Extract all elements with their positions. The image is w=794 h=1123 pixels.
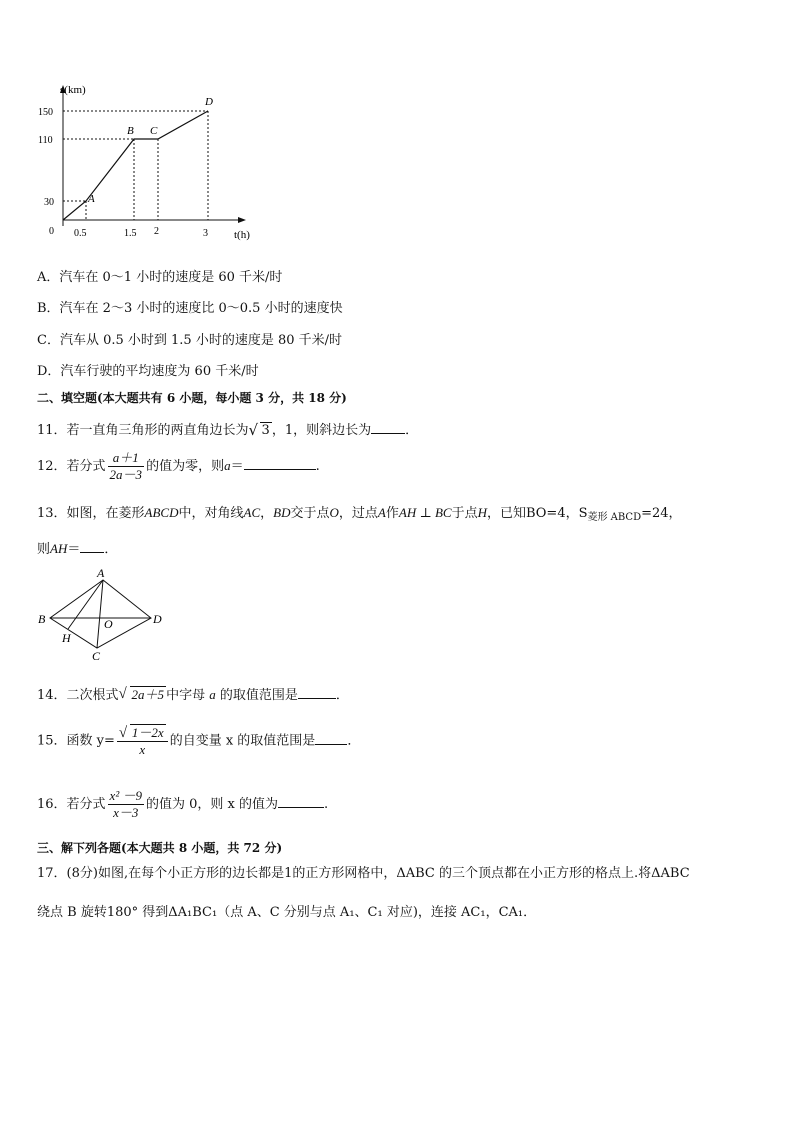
q13-intersect: 交于点 <box>290 506 330 521</box>
q13-comma: ， <box>260 506 274 521</box>
question-15 <box>37 724 360 758</box>
q16-end: . <box>323 797 329 812</box>
question-17-line2: 绕点 B 旋转180° 得到ΔA₁BC₁（点 A、C 分别与点 A₁、C₁ 对应)，连接 AC₁，CA₁． <box>37 905 537 920</box>
q15-prefix: 15．函数 y= <box>37 733 115 749</box>
q14-sqrt: √ 2a＋5 <box>118 686 165 702</box>
q13-area-subscript: 菱形 ABCD <box>587 512 642 523</box>
q16-numerator: x² －9 <box>109 788 142 803</box>
q15-fraction <box>117 724 168 758</box>
q13-foot: 于点 <box>451 506 478 521</box>
q12-var: a <box>224 458 231 473</box>
label-h: H <box>62 631 71 645</box>
q13-through: ，过点 <box>338 506 378 521</box>
section3-heading: 三、解下列各题(本大题共 8 小题，共 72 分) <box>37 841 283 855</box>
q15-radicand: 1－2x <box>131 725 164 740</box>
q16-fraction <box>108 788 144 821</box>
q13-a: A <box>377 505 386 520</box>
q13-prefix: 13．如图，在菱形 <box>37 506 145 521</box>
q12-answer-blank[interactable] <box>244 455 316 470</box>
option-a: A．汽车在 0～1 小时的速度是 60 千米/时 <box>37 270 283 285</box>
q11-sqrt: √ 3 <box>248 421 270 439</box>
y-axis-label: s(km) <box>60 84 86 96</box>
option-b: B．汽车在 2～3 小时的速度比 0～0.5 小时的速度快 <box>37 301 343 316</box>
graph-line <box>63 111 208 220</box>
y-tick-30: 30 <box>44 197 54 208</box>
q14-radicand: 2a＋5 <box>131 687 165 702</box>
q15-denominator: x <box>139 742 146 757</box>
q12-fraction <box>108 450 145 483</box>
label-b: B <box>38 612 46 626</box>
q11-radicand: 3 <box>261 423 270 438</box>
x-tick-05: 0.5 <box>74 228 87 239</box>
q14-suffix: 的取值范围是 <box>219 688 298 703</box>
q15-answer-blank[interactable] <box>315 730 347 745</box>
q13-ah-perp-bc: AH ⊥ BC <box>398 505 452 520</box>
q12-end: . <box>315 459 320 474</box>
point-d-label: D <box>205 96 213 108</box>
q12-eq: ＝ <box>230 459 244 474</box>
y-tick-150: 150 <box>38 107 53 118</box>
rhombus-figure <box>30 566 180 666</box>
question-12 <box>37 450 320 483</box>
q13-answer-blank[interactable] <box>80 538 104 553</box>
q12-mid: 的值为零，则 <box>146 459 225 474</box>
q12-denominator: 2a－3 <box>109 467 143 482</box>
question-13-line1 <box>37 503 682 528</box>
q16-prefix: 16．若分式 <box>37 797 106 812</box>
q11-suffix: ，1，则斜边长为 <box>271 423 372 438</box>
section2-heading: 二、填空题(本大题共有 6 小题，每小题 3 分，共 18 分) <box>37 391 347 405</box>
q12-prefix: 12．若分式 <box>37 459 106 474</box>
x-tick-3: 3 <box>203 228 208 239</box>
q13-make: 作 <box>385 506 399 521</box>
q13-line2-eq: ＝ <box>67 542 81 557</box>
q16-answer-blank[interactable] <box>278 793 324 808</box>
q16-suffix: 的值为 0，则 x 的值为 <box>145 797 278 812</box>
q13-area: =24， <box>641 506 682 521</box>
segment-ah <box>68 580 103 629</box>
x-axis-label: t(h) <box>234 229 250 241</box>
q13-o: O <box>329 505 339 520</box>
option-c: C．汽车从 0.5 小时到 1.5 小时的速度是 80 千米/时 <box>37 333 343 348</box>
q15-suffix: 的自变量 x 的取值范围是 <box>169 733 316 749</box>
q13-bd: BD <box>273 505 291 520</box>
q14-prefix: 14．二次根式 <box>37 688 119 703</box>
point-c-label: C <box>150 125 158 137</box>
question-16 <box>37 788 328 821</box>
q13-h: H <box>477 505 487 520</box>
question-11 <box>37 419 418 441</box>
q13-mid: 中，对角线 <box>178 506 244 521</box>
x-axis-arrow <box>238 217 246 223</box>
x-tick-15: 1.5 <box>124 228 137 239</box>
q15-numerator: √ 1－2x <box>117 724 168 742</box>
q14-var: a <box>209 687 216 702</box>
origin-label: 0 <box>49 226 54 237</box>
q11-prefix: 11．若一直角三角形的两直角边长为 <box>37 423 249 438</box>
q13-end: ． <box>104 542 118 557</box>
y-tick-110: 110 <box>38 135 53 146</box>
q11-end: ． <box>405 423 419 438</box>
q12-numerator: a＋1 <box>108 450 145 467</box>
x-tick-2: 2 <box>154 226 159 237</box>
q14-end: ． <box>335 688 349 703</box>
point-a-label: A <box>88 193 95 205</box>
label-a: A <box>97 566 105 580</box>
q13-ah: AH <box>50 541 68 556</box>
label-c: C <box>92 649 101 663</box>
label-o: O <box>104 617 113 631</box>
question-14 <box>37 684 349 706</box>
question-13-line2 <box>37 538 117 560</box>
point-b-label: B <box>127 125 134 137</box>
distance-time-graph <box>30 82 270 242</box>
option-d: D．汽车行驶的平均速度为 60 千米/时 <box>37 364 259 379</box>
q15-end: ． <box>347 733 361 749</box>
diagonal-ac <box>97 580 103 648</box>
q14-mid: 中字母 <box>166 688 206 703</box>
q13-ac: AC <box>243 505 261 520</box>
q13-known: ，已知BO=4，S <box>486 506 588 521</box>
q13-line2-prefix: 则 <box>37 542 51 557</box>
q16-denominator: x－3 <box>113 805 139 820</box>
q11-answer-blank[interactable] <box>371 419 405 434</box>
q13-rhombus-name: ABCD <box>144 505 179 520</box>
question-17-line1: 17．(8分)如图,在每个小正方形的边长都是1的正方形网格中，ΔABC 的三个顶点都在小正方形的格点上.将ΔABC <box>37 866 690 881</box>
label-d: D <box>153 612 162 626</box>
q14-answer-blank[interactable] <box>298 684 336 699</box>
